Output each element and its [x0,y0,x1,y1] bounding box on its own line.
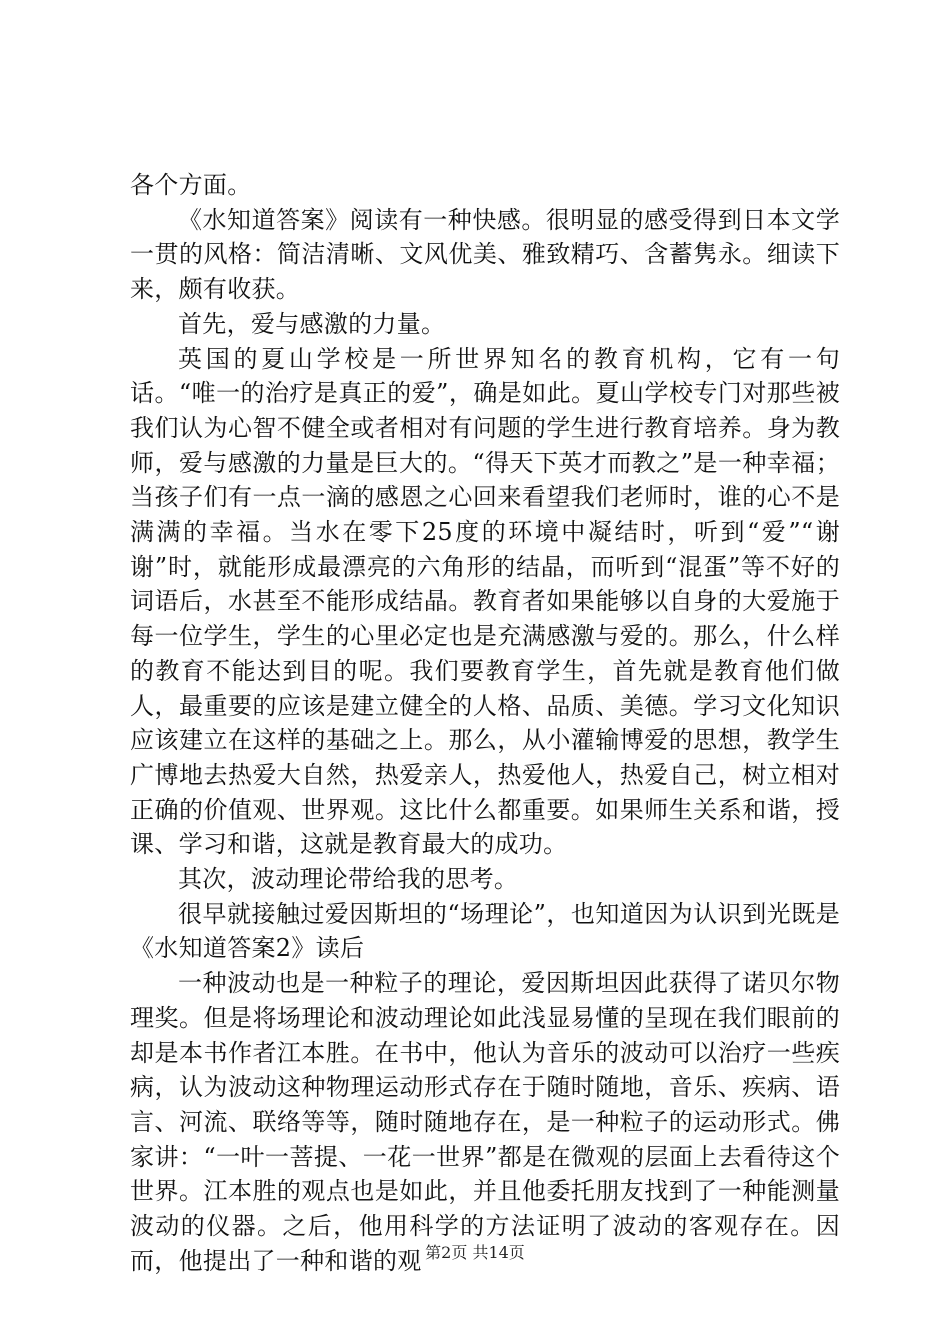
paragraph-wave-particle: 一种波动也是一种粒子的理论，爱因斯坦因此获得了诺贝尔物理奖。但是将场理论和波动理论如此浅显易懂的呈现在我们眼前的却是本书作者江本胜。在书中，他认为音乐的波动可以治疗一些疾病，认为波动这种物理运动形式存在于随时随地，音乐、疾病、语言、河流、联络等等，随时随地存在，是一种粒子的运动形式。佛家讲：“一叶一菩提、一花一世界”都是在微观的层面上去看待这个世界。江本胜的观点也是如此，并且他委托朋友找到了一种能测量波动的仪器。之后，他用科学的方法证明了波动的客观存在。因而，他提出了一种和谐的观 [130,969,840,1275]
paragraph-continuation: 各个方面。 [130,171,252,199]
paragraph-summerhill: 英国的夏山学校是一所世界知名的教育机构，它有一句话。“唯一的治疗是真正的爱”，确是如此。夏山学校专门对那些被我们认为心智不健全或者相对有问题的学生进行教育培养。身为教师，爱与感激的力量是巨大的。“得天下英才而教之”是一种幸福；当孩子们有一点一滴的感恩之心回来看望我们老师时，谁的心不是满满的幸福。当水在零下25度的环境中凝结时，听到“爱”“谢谢”时，就能形成最漂亮的六角形的结晶，而听到“混蛋”等不好的词语后，水甚至不能形成结晶。教育者如果能够以自身的大爱施于每一位学生，学生的心里必定也是充满感激与爱的。那么，什么样的教育不能达到目的呢。我们要教育学生，首先就是教育他们做人，最重要的应该是建立健全的人格、品质、美德。学习文化知识应该建立在这样的基础之上。那么，从小灌输博爱的思想，教学生广博地去热爱大自然，热爱亲人，热爱他人，热爱自己，树立相对正确的价值观、世界观。这比什么都重要。如果师生关系和谐，授课、学习和谐，这就是教育最大的成功。 [130,344,840,859]
paragraph-einstein: 很早就接触过爱因斯坦的“场理论”，也知道因为认识到光既是《水知道答案2》读后 [130,899,840,963]
page-number-footer: 第2页 共14页 [425,1243,525,1262]
paragraph-heading-love-gratitude: 首先，爱与感激的力量。 [178,309,446,338]
paragraph-heading-wave-theory: 其次，波动理论带给我的思考。 [178,865,519,894]
document-body [130,168,840,1279]
paragraph-reading-impression: 《水知道答案》阅读有一种快感。很明显的感受得到日本文学一贯的风格：简洁清晰、文风优美、雅致精巧、含蓄隽永。细读下来，颇有收获。 [130,205,840,304]
